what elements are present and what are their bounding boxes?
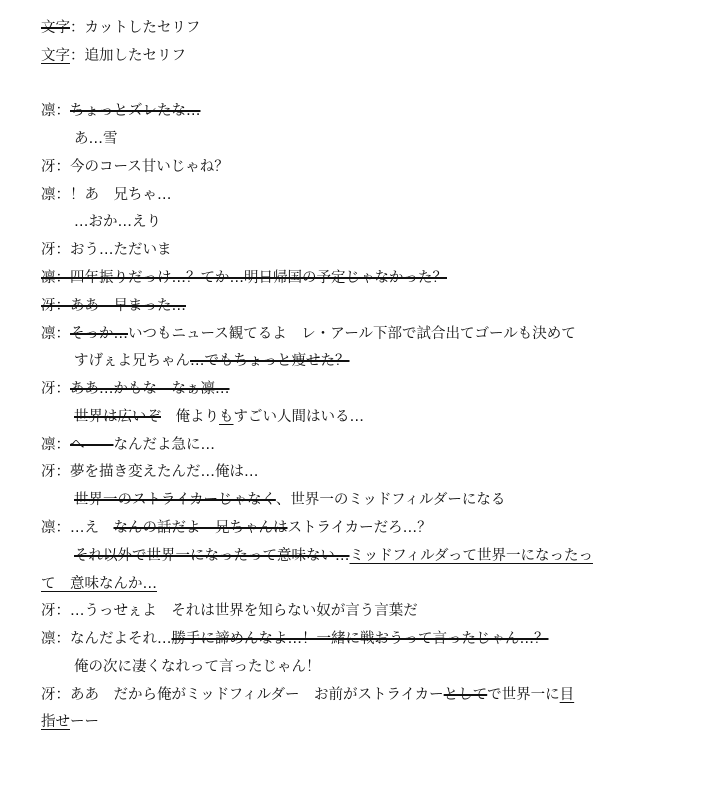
cut-text: 文字 xyxy=(41,20,70,36)
dialogue-text: ーー xyxy=(70,714,99,730)
dialogue-text: 俺より xyxy=(161,409,219,425)
cut-text: へ―― xyxy=(70,437,114,453)
added-text: 目 xyxy=(559,687,575,703)
dialogue-line xyxy=(74,212,662,234)
cut-text: …でもちょっと痩せた？ xyxy=(190,353,350,369)
dialogue-text: 冴：ああ だから俺がミッドフィルダー お前がストライカー xyxy=(41,687,444,703)
dialogue-text: ストライカーだろ…？ xyxy=(287,520,432,536)
dialogue-text: 冴：夢を描き変えたんだ…俺は… xyxy=(41,464,259,480)
dialogue-text: あ…雪 xyxy=(74,131,118,147)
dialogue-line xyxy=(41,240,662,262)
cut-text: として xyxy=(443,687,488,703)
dialogue-text: なんだよ急に… xyxy=(113,437,215,453)
dialogue-line xyxy=(74,657,662,679)
added-text: も xyxy=(219,409,234,425)
dialogue-line xyxy=(74,490,662,512)
dialogue-text: 凛：なんだよそれ… xyxy=(41,631,172,647)
cut-text: ああ…かもな なぁ凛… xyxy=(70,381,230,397)
dialogue-line xyxy=(74,546,662,568)
dialogue-line xyxy=(41,712,662,734)
dialogue-text: 、世界一のミッドフィルダーになる xyxy=(275,492,506,508)
dialogue-line xyxy=(41,268,662,290)
dialogue-text: 俺の次に凄くなれって言ったじゃん！ xyxy=(74,659,321,675)
dialogue-text: すげぇよ兄ちゃん xyxy=(74,353,190,369)
dialogue-text: 冴：今のコース甘いじゃね？ xyxy=(41,159,229,175)
cut-text: 世界は広いぞ xyxy=(74,409,161,425)
cut-text: 世界一のストライカーじゃなく xyxy=(74,492,276,508)
dialogue-line xyxy=(74,129,662,151)
legend-line xyxy=(41,46,662,68)
dialogue-line xyxy=(41,601,662,623)
dialogue-text: 冴： xyxy=(41,381,70,397)
dialogue-text: 凛：…え xyxy=(41,520,114,536)
dialogue-line xyxy=(41,185,662,207)
dialogue-line xyxy=(41,574,662,596)
legend-line xyxy=(41,18,662,40)
dialogue-text: 冴：…うっせぇよ それは世界を知らない奴が言う言葉だ xyxy=(41,603,418,619)
dialogue-line xyxy=(74,351,662,373)
cut-text: 一緒に戦おうって言ったじゃん…？ xyxy=(316,631,549,647)
dialogue-line xyxy=(41,157,662,179)
added-text: 指せ xyxy=(41,714,70,730)
dialogue-line xyxy=(41,462,662,484)
dialogue-text: いつもニュース観てるよ レ・アール下部で試合出てゴールも決めて xyxy=(128,326,576,342)
cut-text: 冴：ああ 早まった… xyxy=(41,298,186,314)
cut-text: そっか… xyxy=(70,326,128,342)
dialogue-line xyxy=(41,296,662,318)
dialogue-line xyxy=(74,407,662,429)
dialogue-line xyxy=(41,101,662,123)
dialogue-text: で世界一に xyxy=(487,687,560,703)
added-text: て 意味なんか… xyxy=(41,576,157,592)
dialogue-text: …おか…えり xyxy=(74,214,161,230)
added-text: ミッドフィルダって世界一になったっ xyxy=(349,548,593,564)
dialogue-text: 凛： xyxy=(41,326,70,342)
cut-text: 凛：四年振りだっけ…？てか…明日帰国の予定じゃなかった？ xyxy=(41,270,447,286)
cut-text: なんの話だよ 兄ちゃんは xyxy=(113,520,288,536)
dialogue-text: 凛： xyxy=(41,437,70,453)
dialogue-text: 凛：！あ 兄ちゃ… xyxy=(41,187,172,203)
dialogue-text: すごい人間はいる… xyxy=(233,409,364,425)
dialogue-line xyxy=(41,379,662,401)
dialogue-line xyxy=(41,629,662,651)
dialogue-text: 凛： xyxy=(41,103,70,119)
dialogue-text: ：追加したセリフ xyxy=(70,48,186,64)
dialogue-line xyxy=(41,518,662,540)
dialogue-text: 冴：おう…ただいま xyxy=(41,242,172,258)
dialogue-line xyxy=(41,685,662,707)
added-text: 文字 xyxy=(41,48,70,64)
dialogue-line xyxy=(41,435,662,457)
dialogue-text: ：カットしたセリフ xyxy=(70,20,201,36)
cut-text: 勝手に諦めんなよ…！ xyxy=(171,631,317,647)
cut-text: それ以外で世界一になったって意味ない… xyxy=(74,548,350,564)
cut-text: ちょっとズレたな… xyxy=(70,103,201,119)
dialogue-line xyxy=(41,324,662,346)
